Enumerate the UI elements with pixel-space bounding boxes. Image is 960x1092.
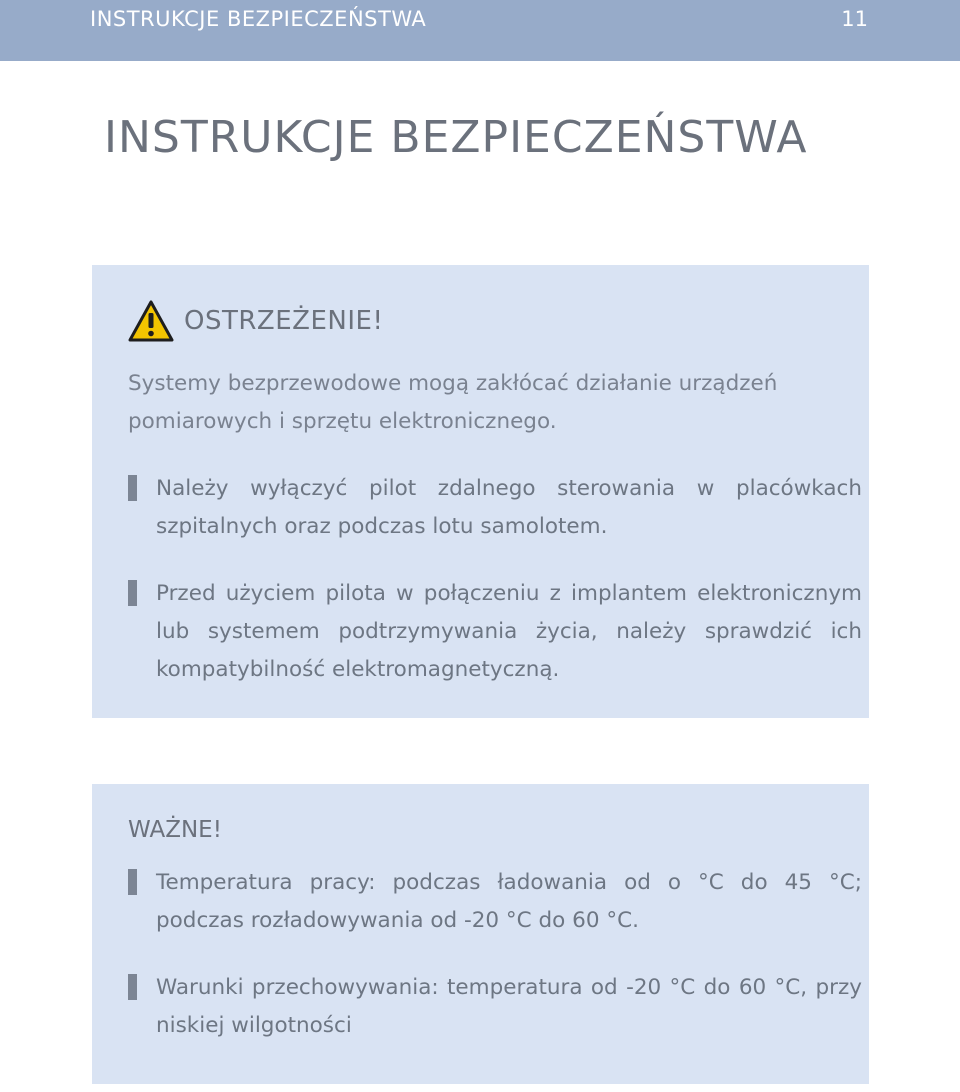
warning-intro: Systemy bezprzewodowe mogą zakłócać działanie urządzeń pomiarowych i sprzętu elektronicznego. [128, 371, 778, 434]
list-item-text: Przed użyciem pilota w połączeniu z implantem elektronicznym lub systemem podtrzymywania życia, należy sprawdzić ich kompatybilność elektromagnetyczną. [156, 581, 862, 682]
warning-box [92, 265, 869, 718]
warning-triangle-icon [128, 300, 174, 342]
list-item-text: Warunki przechowywania: temperatura od -20 °C do 60 °C, przy niskiej wilgotności [156, 975, 862, 1038]
warning-heading [128, 299, 383, 343]
page-number: 11 [841, 7, 868, 31]
bullet-marker [128, 580, 137, 606]
list-item [128, 864, 862, 940]
list-item-text: Temperatura pracy: podczas ładowania od o °C do 45 °C; podczas rozładowywania od -20 °C do 60 °C. [156, 870, 862, 933]
bullet-marker [128, 974, 137, 1000]
list-item [128, 575, 862, 689]
header-title: INSTRUKCJE BEZPIECZEŃSTWA [90, 7, 427, 31]
warning-label: OSTRZEŻENIE! [184, 306, 384, 336]
list-item [128, 969, 862, 1045]
page-title: INSTRUKCJE BEZPIECZEŃSTWA [104, 112, 808, 163]
list-item-text: Należy wyłączyć pilot zdalnego sterowania w placówkach szpitalnych oraz podczas lotu samolotem. [156, 476, 862, 539]
important-box [92, 784, 869, 1084]
header-bar [0, 0, 960, 61]
bullet-marker [128, 475, 137, 501]
list-item [128, 470, 862, 546]
important-heading: WAŻNE! [128, 817, 222, 843]
bullet-marker [128, 869, 137, 895]
